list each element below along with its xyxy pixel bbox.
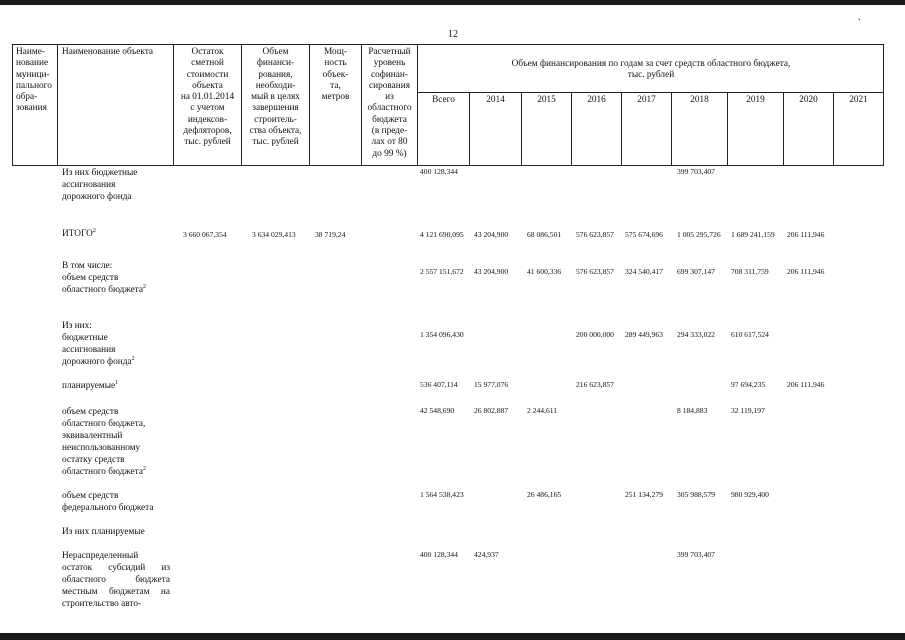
header-level xyxy=(362,47,417,160)
year-header-2014: 2014 xyxy=(486,95,505,105)
cell-y2015: 26 486,165 xyxy=(527,490,562,499)
cell-total: 536 407,114 xyxy=(420,380,458,389)
row-label-line: строительство авто- xyxy=(62,599,142,609)
header-municipality-line: пального xyxy=(16,80,52,91)
header-border xyxy=(12,44,13,166)
cell-y2019: 32 119,197 xyxy=(731,406,765,415)
cell-y2020: 206 111,946 xyxy=(787,267,825,276)
row-label-line: дорожного фонда$^2$ xyxy=(62,355,135,367)
header-border xyxy=(12,44,884,45)
row-label-line: ассигнования xyxy=(62,345,116,355)
cell-y2015: 2 244,611 xyxy=(527,406,558,415)
cell-y2018: 399 703,407 xyxy=(677,550,715,559)
cell-y2019: 980 929,400 xyxy=(731,490,769,499)
row-label xyxy=(62,320,135,368)
cell-balance: 3 660 067,354 xyxy=(183,230,227,239)
row-label xyxy=(62,550,170,610)
year-header-2019: 2019 xyxy=(746,95,765,105)
header-volume-line: завершения xyxy=(252,103,299,114)
row-label-line: эквивалентный xyxy=(62,431,123,441)
cell-y2019: 610 617,524 xyxy=(731,330,769,339)
cell-y2014: 424,937 xyxy=(474,550,499,559)
footnote-mark: 1 xyxy=(115,379,119,386)
year-header-2016: 2016 xyxy=(587,95,606,105)
cell-total: 1 354 096,430 xyxy=(420,330,464,339)
header-capacity-line: метров xyxy=(321,92,350,103)
header-volume xyxy=(242,47,309,149)
cell-y2016: 576 623,857 xyxy=(576,230,614,239)
cell-y2017: 575 674,696 xyxy=(625,230,663,239)
row-label xyxy=(62,490,153,514)
header-border xyxy=(12,165,884,166)
row-label-line: Из них планируемые xyxy=(62,527,145,537)
row-label-line: остаток субсидий из xyxy=(62,563,170,573)
cell-volume: 3 634 029,413 xyxy=(252,230,296,239)
cell-y2018: 1 005 295,726 xyxy=(677,230,721,239)
header-balance xyxy=(174,47,241,149)
cell-y2020: 206 111,946 xyxy=(787,380,825,389)
header-balance-line: тыс. рублей xyxy=(184,137,231,148)
cell-total: 400 128,344 xyxy=(420,167,458,176)
row-label-line: областного бюджета xyxy=(62,575,170,585)
row-label-line: федерального бюджета xyxy=(62,503,154,513)
row-label-line: дорожного фонда xyxy=(62,192,132,202)
header-balance-line: объекта xyxy=(192,80,223,91)
row-label xyxy=(62,526,145,538)
bottom-border xyxy=(0,633,905,640)
footnote-mark: 2 xyxy=(131,355,135,362)
header-capacity-line: Мощ- xyxy=(324,47,347,57)
header-municipality-line: обра- xyxy=(16,92,38,103)
cell-y2017: 251 134,279 xyxy=(625,490,663,499)
row-label xyxy=(62,260,146,296)
header-balance-line: на 01.01.2014 xyxy=(180,92,235,103)
footnote-mark: 2 xyxy=(142,283,146,290)
row-label-line: местным бюджетам на xyxy=(62,587,170,597)
cell-total: 400 128,344 xyxy=(420,550,458,559)
row-label-line: неиспользованному xyxy=(62,443,141,453)
row-label-line: планируемые$^1$ xyxy=(62,379,119,391)
header-balance-line: сметной xyxy=(191,58,224,69)
cell-y2015: 68 086,501 xyxy=(527,230,562,239)
header-balance-line: дефляторов, xyxy=(183,126,232,137)
row-label-line: объем средств xyxy=(62,407,119,417)
header-municipality xyxy=(16,47,56,115)
header-capacity-line: объек- xyxy=(322,69,349,80)
row-label-line: ассигнования xyxy=(62,180,116,190)
cell-total: 42 548,690 xyxy=(420,406,455,415)
header-municipality-line: муници- xyxy=(16,69,50,80)
row-label-line: областного бюджета$^2$ xyxy=(62,283,146,295)
header-volume-line: строитель- xyxy=(254,114,297,125)
row-label-line: В том числе: xyxy=(62,261,113,271)
header-balance-line: с учетом xyxy=(190,103,225,114)
header-financing-line: Объем финансирования по годам за счет средств областного бюджета, xyxy=(511,59,791,69)
page-mark: . xyxy=(858,12,861,23)
cell-y2018: 294 333,022 xyxy=(677,330,715,339)
header-level-line: софинан- xyxy=(371,69,408,80)
header-volume-line: Объем xyxy=(262,47,289,57)
header-financing-line: тыс. рублей xyxy=(627,70,675,81)
cell-y2020: 206 111,946 xyxy=(787,230,825,239)
cell-y2018: 399 703,407 xyxy=(677,167,715,176)
header-level-line: до 99 %) xyxy=(372,148,407,159)
cell-y2018: 8 184,883 xyxy=(677,406,708,415)
header-volume-line: мый в целях xyxy=(251,92,300,103)
row-label-line: остатку средств xyxy=(62,455,125,465)
header-volume-line: финанси- xyxy=(256,58,295,69)
header-municipality-line: зования xyxy=(16,103,47,114)
year-header-2017: 2017 xyxy=(637,95,656,105)
year-header-2021: 2021 xyxy=(849,95,868,105)
top-border xyxy=(0,0,905,5)
header-capacity-line: та, xyxy=(330,80,341,91)
footnote-mark: 2 xyxy=(92,227,96,234)
header-level-line: сирования xyxy=(368,80,411,91)
header-volume-line: ства объекта, xyxy=(249,126,302,137)
cell-y2016: 216 623,857 xyxy=(576,380,614,389)
cell-total: 2 557 151,672 xyxy=(420,267,464,276)
header-municipality-line: нование xyxy=(16,58,49,69)
cell-y2014: 26 802,887 xyxy=(474,406,509,415)
row-label-line: ИТОГО$^2$ xyxy=(62,227,96,239)
header-volume-line: рования, xyxy=(258,69,293,80)
cell-y2019: 97 694,235 xyxy=(731,380,766,389)
cell-y2014: 43 204,900 xyxy=(474,230,509,239)
row-label-line: областного бюджета$^2$ xyxy=(62,465,146,477)
cell-y2014: 15 977,076 xyxy=(474,380,509,389)
cell-total: 4 121 690,095 xyxy=(420,230,464,239)
cell-y2016: 576 623,857 xyxy=(576,267,614,276)
row-label-line: Из них бюджетные xyxy=(62,168,138,178)
header-capacity xyxy=(310,47,361,103)
header-level-line: лах от 80 xyxy=(371,137,408,148)
header-level-line: бюджета xyxy=(372,114,407,125)
year-header-2020: 2020 xyxy=(799,95,818,105)
footnote-mark: 2 xyxy=(142,465,146,472)
header-object: Наименование объекта xyxy=(62,47,154,57)
cell-y2018: 699 307,147 xyxy=(677,267,715,276)
row-label xyxy=(62,380,118,392)
header-volume-line: необходи- xyxy=(255,80,296,91)
row-label-line: бюджетные xyxy=(62,333,108,343)
page-number: 12 xyxy=(448,29,458,40)
cell-y2014: 43 204,900 xyxy=(474,267,509,276)
row-label-line: областного бюджета, xyxy=(62,419,146,429)
row-label-line: Нераспределенный xyxy=(62,551,139,561)
cell-y2017: 289 449,963 xyxy=(625,330,663,339)
row-label-line: объем средств xyxy=(62,273,119,283)
header-level-line: уровень xyxy=(373,58,406,69)
column-divider xyxy=(57,44,58,166)
years-divider xyxy=(417,92,884,93)
header-balance-line: индексов- xyxy=(187,114,228,125)
table-header xyxy=(12,44,884,166)
header-level-line: Расчетный xyxy=(368,47,411,57)
cell-y2017: 324 540,417 xyxy=(625,267,663,276)
header-balance-line: Остаток xyxy=(191,47,224,57)
row-label xyxy=(62,406,146,478)
cell-y2019: 1 689 241,159 xyxy=(731,230,775,239)
cell-total: 1 564 538,423 xyxy=(420,490,464,499)
header-volume-line: тыс. рублей xyxy=(252,137,299,148)
header-municipality-line: Наиме- xyxy=(16,47,45,57)
year-header-2015: 2015 xyxy=(537,95,556,105)
year-header-total: Всего xyxy=(432,95,455,105)
cell-y2015: 41 600,336 xyxy=(527,267,562,276)
cell-y2019: 708 311,759 xyxy=(731,267,769,276)
row-label xyxy=(62,167,137,203)
header-level-line: из xyxy=(385,92,394,103)
cell-y2016: 200 000,000 xyxy=(576,330,614,339)
header-balance-line: стоимости xyxy=(186,69,229,80)
header-capacity-line: ность xyxy=(324,58,347,69)
cell-capacity: 38 719,24 xyxy=(315,230,346,239)
row-label-line: Из них: xyxy=(62,321,92,331)
header-level-line: (в преде- xyxy=(371,126,408,137)
year-header-2018: 2018 xyxy=(690,95,709,105)
cell-y2018: 305 988,579 xyxy=(677,490,715,499)
row-label xyxy=(62,228,96,240)
header-level-line: областного xyxy=(367,103,412,114)
header-financing xyxy=(418,59,884,82)
row-label-line: объем средств xyxy=(62,491,119,501)
